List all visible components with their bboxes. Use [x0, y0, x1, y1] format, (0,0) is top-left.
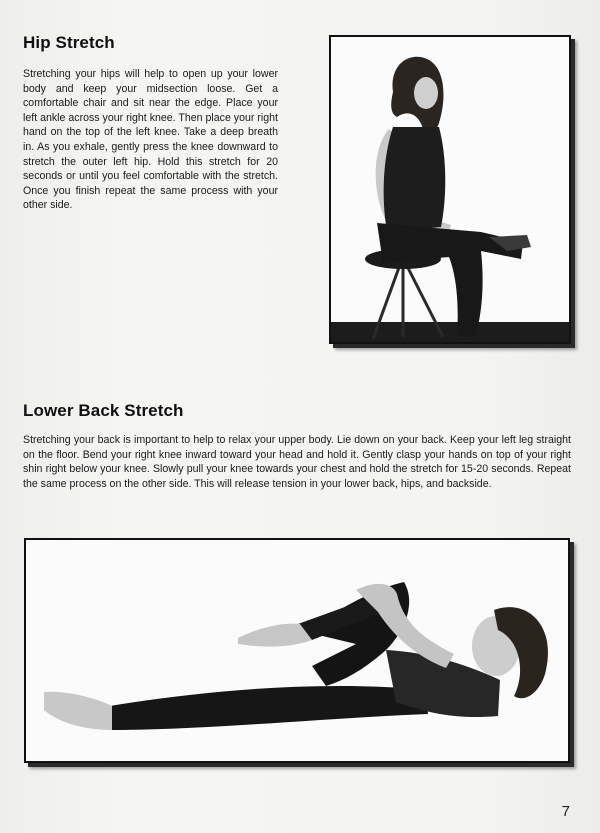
lower-back-stretch-heading: Lower Back Stretch — [23, 401, 184, 420]
seated-hip-stretch-figure — [331, 37, 569, 342]
page-number: 7 — [561, 803, 570, 820]
hip-stretch-heading: Hip Stretch — [23, 33, 115, 52]
hip-stretch-photo — [329, 35, 571, 344]
lying-knee-to-chest-figure — [26, 540, 568, 761]
lower-back-stretch-instructions: Stretching your back is important to help to relax your upper body. Lie down on your back. Keep your left leg straight on the floor. Bend your right knee inward toward your head and hold it. Gently clasp your hands on top of your right shin right below your knee. Slowly pull your knee towards your chest and hold the stretch for 15-20 seconds. Repeat the same process on the other side. This will release tension in your lower back, hips, and backside. — [23, 434, 571, 490]
lower-back-stretch-photo — [24, 538, 570, 763]
hip-stretch-instructions: Stretching your hips will help to open up your lower body and keep your midsection loose. Get a comfortable chair and sit near the edge. Place your left ankle across your right knee. Then place your right hand on the top of the left knee. Take a deep breath in. As you exhale, gently press the knee downward to stretch the outer left hip. Hold this stretch for 20 seconds or until you feel comfortable with the stretch. Once you finish repeat the same process with your other side. — [23, 68, 278, 212]
